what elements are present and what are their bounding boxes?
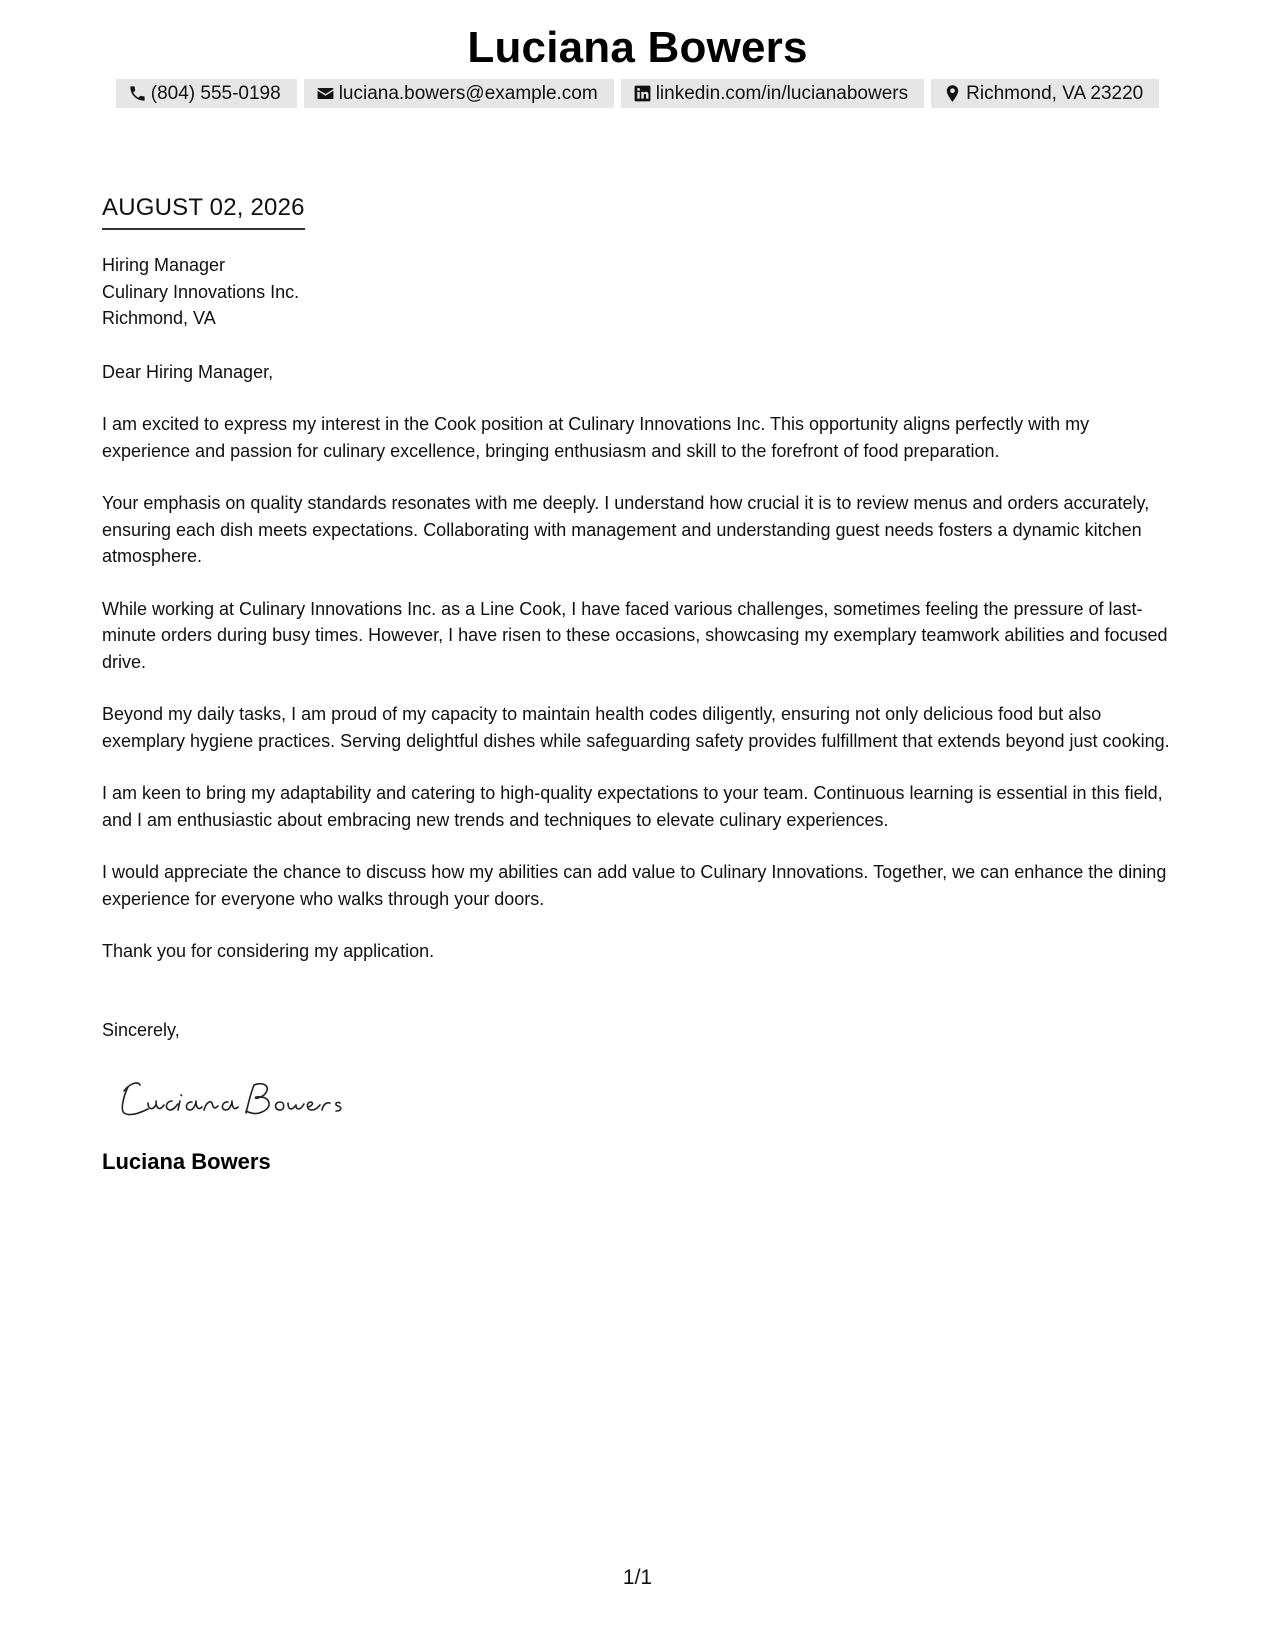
- page-number: 1/1: [622, 1566, 653, 1589]
- signer-name: Luciana Bowers: [102, 1148, 271, 1174]
- letter-date: AUGUST 02, 2026: [102, 192, 305, 230]
- paragraph: Beyond my daily tasks, I am proud of my capacity to maintain health codes diligently, ensuring not only delicious food but also exemplary hygiene practices. Serving delightful dishes while safeguarding safety provides fulfillment that extends beyond just cooking.: [102, 704, 1170, 751]
- letter-body: [102, 252, 1177, 1175]
- recipient-title: Hiring Manager: [102, 255, 226, 275]
- paragraph: I would appreciate the chance to discuss how my abilities can add value to Culinary Innovations. Together, we can enhance the dining experience for everyone who walks through your doors.: [102, 862, 1167, 909]
- recipient-company: Culinary Innovations Inc.: [102, 281, 300, 302]
- paragraph: I am keen to bring my adaptability and catering to high-quality expectations to your team. Continuous learning is essential in this field, and I am enthusiastic about embracing new trends and techniques to elevate culinary experiences.: [102, 783, 1163, 830]
- contact-bar: [0, 79, 1275, 108]
- recipient-location: Richmond, VA: [102, 308, 216, 328]
- contact-email-text: luciana.bowers@example.com: [338, 82, 598, 104]
- contact-phone[interactable]: [116, 79, 297, 108]
- recipient-address: [102, 252, 1177, 332]
- contact-phone-text: (804) 555-0198: [150, 82, 281, 104]
- contact-location[interactable]: [931, 79, 1159, 108]
- paragraph: Thank you for considering my application.: [102, 941, 435, 961]
- contact-email[interactable]: [304, 79, 614, 108]
- paragraph: Your emphasis on quality standards resonates with me deeply. I understand how crucial it is to review menus and orders accurately, ensuring each dish meets expectations. Collaborating with management and understanding guest needs fosters a dynamic kitchen atmosphere.: [102, 493, 1150, 566]
- contact-linkedin-text: linkedin.com/in/lucianabowers: [655, 82, 909, 104]
- signature-image: [114, 1073, 354, 1123]
- contact-location-text: Richmond, VA 23220: [966, 82, 1144, 104]
- linkedin-icon: [633, 84, 652, 103]
- contact-linkedin[interactable]: [621, 79, 924, 108]
- map-pin-icon: [943, 84, 962, 103]
- envelope-icon: [316, 84, 335, 103]
- phone-icon: [128, 84, 147, 103]
- salutation: Dear Hiring Manager,: [102, 361, 274, 382]
- applicant-name: Luciana Bowers: [467, 23, 808, 72]
- date-block: [102, 192, 305, 230]
- paragraph: I am excited to express my interest in the Cook position at Culinary Innovations Inc. This opportunity aligns perfectly with my experience and passion for culinary excellence, bringing enthusiasm and skill to the forefront of food preparation.: [102, 414, 1090, 461]
- paragraph: While working at Culinary Innovations Inc. as a Line Cook, I have faced various challenges, sometimes feeling the pressure of last-minute orders during busy times. However, I have risen to these occasions, showcasing my exemplary teamwork abilities and focused drive.: [102, 598, 1168, 672]
- closing: Sincerely,: [102, 1019, 180, 1040]
